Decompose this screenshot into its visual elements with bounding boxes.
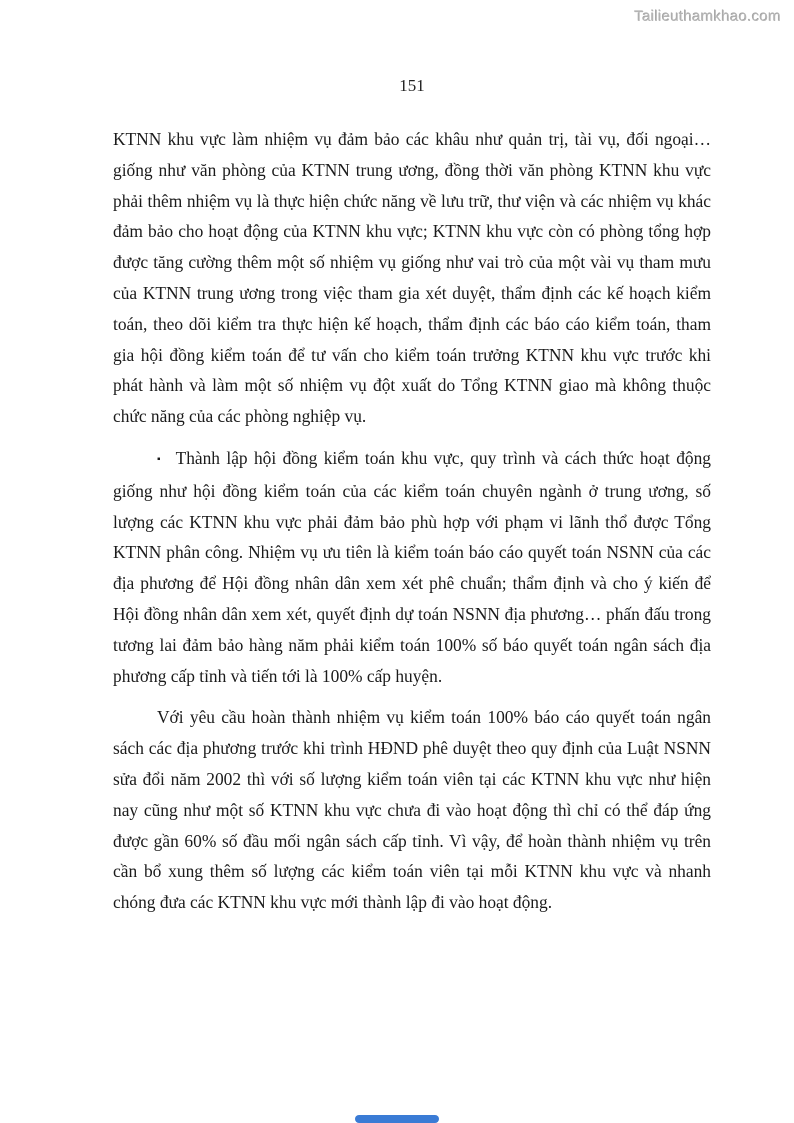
paragraph-3: Với yêu cầu hoàn thành nhiệm vụ kiểm toán 100% báo cáo quyết toán ngân sách các địa phương trước khi trình HĐND phê duyệt theo quy định của Luật NSNN sửa đổi năm 2002 thì với số lượng kiểm toán viên tại các KTNN khu vực như hiện nay cũng như một số KTNN khu vực chưa đi vào hoạt động thì chỉ có thể đáp ứng được gần 60% số đầu mối ngân sách cấp tỉnh. Vì vậy, để hoàn thành nhiệm vụ trên cần bổ xung thêm số lượng các kiểm toán viên tại mỗi KTNN khu vực và nhanh chóng đưa các KTNN khu vực mới thành lập đi vào hoạt động. xyxy=(113,707,711,913)
paragraph-1: KTNN khu vực làm nhiệm vụ đảm bảo các khâu như quản trị, tài vụ, đối ngoại…giống như văn phòng của KTNN trung ương, đồng thời văn phòng KTNN khu vực phải thêm nhiệm vụ là thực hiện chức năng về lưu trữ, thư viện và các nhiệm vụ khác đảm bảo cho hoạt động của KTNN khu vực; KTNN khu vực còn có phòng tổng hợp được tăng cường thêm một số nhiệm vụ giống như vai trò của một vài vụ tham mưu của KTNN trung ương trong việc tham gia xét duyệt, thẩm định các kế hoạch kiểm toán, theo dõi kiểm tra thực hiện kế hoạch, thẩm định các báo cáo kiểm toán, tham gia hội đồng kiểm toán để tư vấn cho kiểm toán trưởng KTNN khu vực trước khi phát hành và làm một số nhiệm vụ đột xuất do Tổng KTNN giao mà không thuộc chức năng của các phòng nghiệp vụ. xyxy=(113,129,711,427)
document-body xyxy=(113,124,711,929)
scroll-indicator[interactable] xyxy=(355,1115,439,1123)
paragraph-2-text: Thành lập hội đồng kiểm toán khu vực, quy trình và cách thức hoạt động giống như hội đồng kiểm toán của các kiểm toán chuyên ngành ở trung ương, số lượng các KTNN khu vực phải đảm bảo phù hợp với phạm vi lãnh thổ được Tổng KTNN phân công. Nhiệm vụ ưu tiên là kiểm toán báo cáo quyết toán NSNN của các địa phương để Hội đồng nhân dân xem xét phê chuẩn; thẩm định và cho ý kiến để Hội đồng nhân dân xem xét, quyết định dự toán NSNN địa phương… phấn đấu trong tương lai đảm bảo hàng năm phải kiểm toán 100% số báo quyết toán ngân sách địa phương cấp tỉnh và tiến tới là 100% cấp huyện. xyxy=(113,447,712,686)
page-number: 151 xyxy=(399,76,425,95)
square-bullet-icon: ▪ xyxy=(157,453,163,465)
paragraph-2 xyxy=(113,443,711,691)
site-watermark: Tailieuthamkhao.com xyxy=(634,8,781,25)
